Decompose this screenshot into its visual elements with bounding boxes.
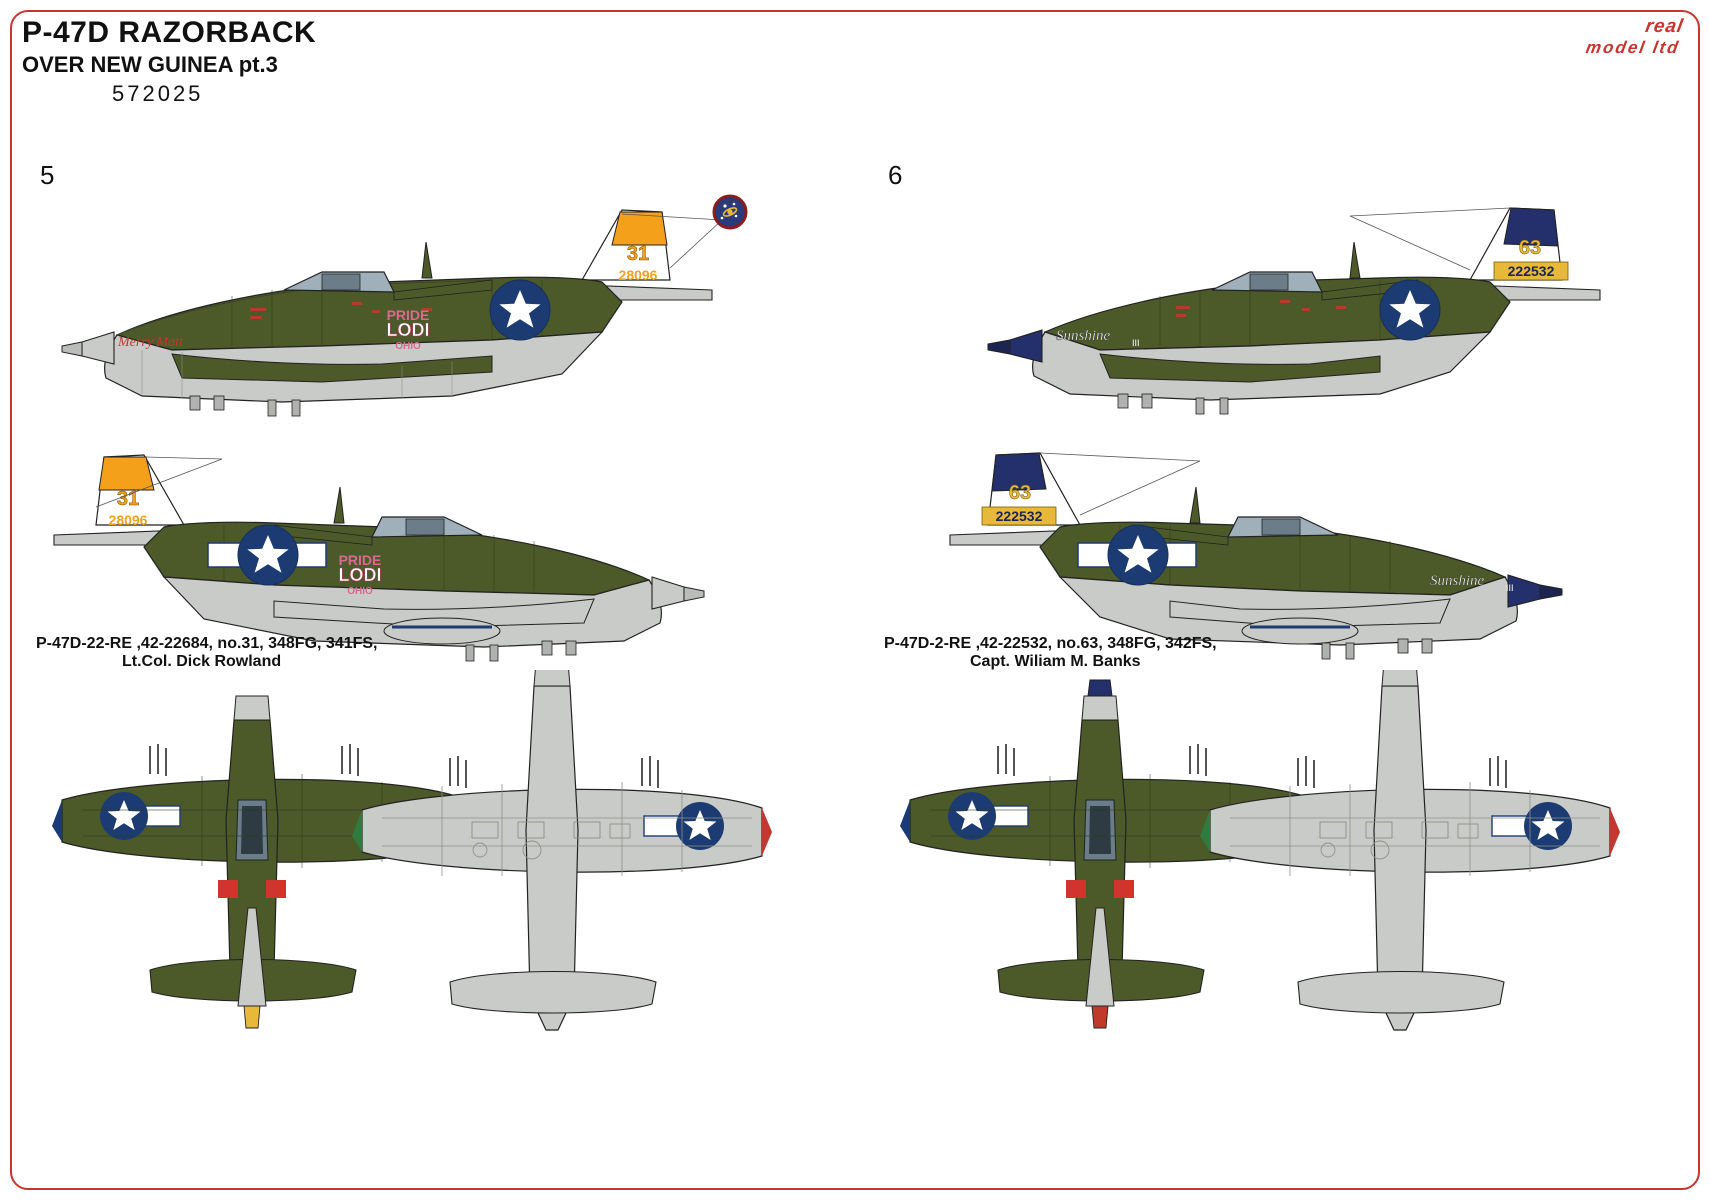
side-view-starboard-5: [54, 455, 704, 661]
side-view-port-6: [950, 453, 1562, 659]
tail-number-6b: 63: [1008, 482, 1032, 504]
nose-art-text-6b: Sunshine: [1430, 573, 1485, 589]
page-subtitle: OVER NEW GUINEA pt.3: [22, 52, 278, 77]
page-title-block: [22, 16, 316, 107]
tail-serial-6b: 222532: [995, 508, 1043, 524]
product-code: 572025: [112, 81, 204, 106]
profile-caption-5: [22, 635, 842, 671]
tail-number-5b: 31: [116, 488, 140, 510]
side-view-starboard-6: [988, 208, 1600, 414]
brand-line-1: real: [1644, 16, 1686, 37]
profile-caption-5-line2: Lt.Col. Dick Rowland: [122, 653, 282, 670]
side-view-port-5: [62, 210, 722, 416]
fuselage-art-line2-5b: LODI: [338, 565, 382, 585]
side-view-drawings-6: [870, 150, 1690, 670]
nose-art-suffix-6: III: [1132, 338, 1140, 348]
brand-line-2: model ltd: [1584, 38, 1682, 57]
tail-serial-6: 222532: [1507, 263, 1555, 279]
plan-view-drawings-5: [22, 670, 842, 1090]
tail-serial-5b: 28096: [108, 512, 148, 528]
fuselage-art-line3-5b: OHIO: [347, 586, 373, 597]
fuselage-art-line2-5: LODI: [386, 320, 430, 340]
national-insignia-star-6: [1380, 280, 1440, 340]
profile-caption-6-line2: Capt. Wiliam M. Banks: [970, 653, 1141, 670]
plan-view-bottom-6: [1200, 670, 1620, 1030]
page-title: P-47D RAZORBACK: [22, 16, 317, 49]
fuselage-art-line1-5b: PRIDE: [338, 552, 382, 568]
fuselage-art-line3-5: OHIO: [395, 341, 421, 352]
squadron-badge-icon-5: [714, 196, 746, 228]
tail-serial-5: 28096: [618, 267, 658, 283]
profile-number-6: 6: [888, 160, 903, 190]
profile-number-5: 5: [40, 160, 55, 190]
profile-caption-6-line1: P-47D-2-RE ,42-22532, no.63, 348FG, 342FS,: [884, 635, 1217, 652]
profile-caption-6: [870, 635, 1690, 671]
brand-logo: [1585, 16, 1686, 58]
plan-view-drawings-6: [870, 670, 1690, 1090]
side-view-drawings-5: [22, 150, 842, 670]
fuselage-art-line1-5: PRIDE: [386, 307, 430, 323]
nose-art-text-5: Merry Matt: [118, 335, 183, 350]
nose-art-text-6: Sunshine: [1056, 328, 1111, 344]
profile-panel-6: [870, 150, 1690, 1160]
national-insignia-star-5: [490, 280, 550, 340]
profile-caption-5-line1: P-47D-22-RE ,42-22684, no.31, 348FG, 341FS,: [36, 635, 378, 652]
nose-art-suffix-6b: III: [1506, 583, 1514, 593]
profile-panel-5: [22, 150, 842, 1160]
tail-number-6: 63: [1518, 237, 1542, 259]
plan-view-bottom-5: [352, 670, 772, 1030]
tail-number-5: 31: [626, 243, 650, 265]
